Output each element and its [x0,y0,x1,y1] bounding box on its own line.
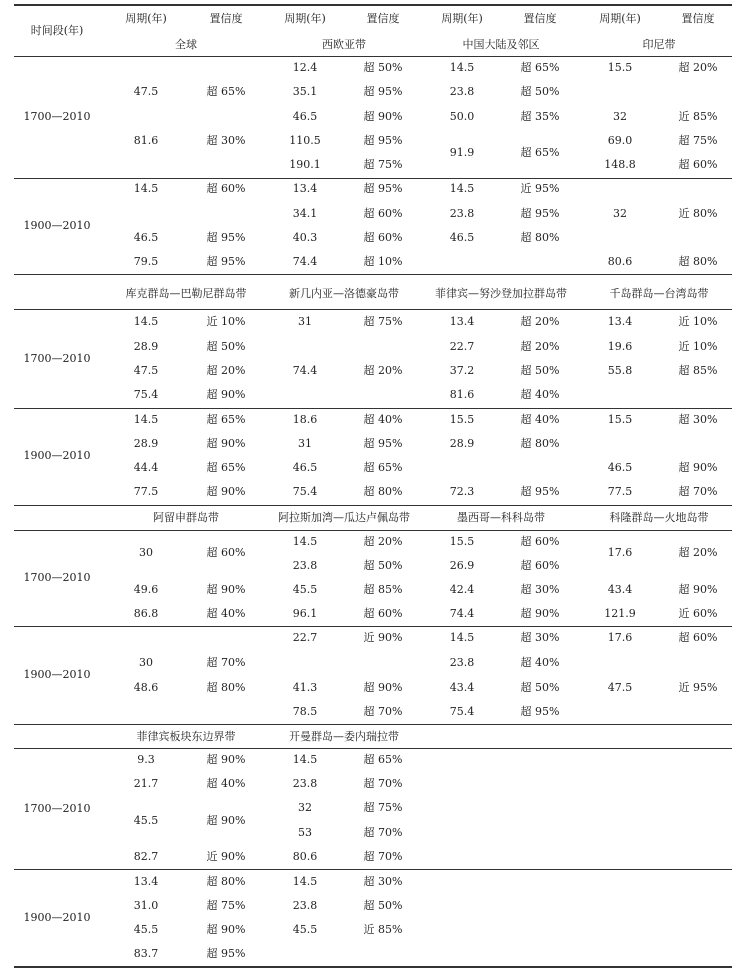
block-rule [14,626,732,627]
confidence-value: 超 70% [206,656,246,669]
confidence-value: 超 30% [206,134,246,147]
cycle-value: 30 [139,656,153,669]
cycle-value: 75.4 [449,705,475,718]
confidence-value: 超 50% [363,61,403,74]
period-label: 1700—2010 [23,109,91,123]
confidence-value: 超 80% [363,485,403,498]
cycle-value: 14.5 [449,182,475,195]
header-rule [14,56,732,57]
confidence-value: 近 80% [678,207,718,220]
confidence-value: 超 90% [206,583,246,596]
cycle-value: 18.6 [292,413,318,426]
cycle-value: 46.5 [292,461,318,474]
confidence-value: 超 65% [363,461,403,474]
confidence-value: 超 40% [520,388,560,401]
confidence-value: 超 50% [206,340,246,353]
period-label: 1900—2010 [23,449,91,462]
period-label: 1900—2010 [23,218,91,232]
confidence-value: 超 40% [520,413,560,426]
confidence-value: 超 90% [678,583,718,596]
cycle-value: 55.8 [607,364,633,377]
cycle-value: 47.5 [133,364,159,377]
cycle-column-header: 周期(年) [441,12,483,25]
cycle-value: 23.8 [449,85,475,98]
cycle-value: 14.5 [133,182,159,195]
header-rule [14,309,732,310]
confidence-value: 超 40% [206,607,246,620]
zone-group-header: 全球 [175,38,197,51]
confidence-value: 超 90% [520,607,560,620]
confidence-value: 近 85% [363,923,403,936]
cycle-column-header: 周期(年) [284,12,326,25]
cycle-value: 50.0 [449,110,475,123]
header-rule [14,748,732,749]
confidence-value: 超 75% [363,158,403,171]
cycle-value: 13.4 [449,315,475,328]
zone-group-header: 千岛群岛—台湾岛带 [609,287,709,300]
zone-group-header: 印尼带 [642,38,676,51]
confidence-value: 超 90% [206,753,246,766]
cycle-value: 81.6 [133,134,159,147]
zone-group-header: 库克群岛—巴勒尼群岛带 [125,287,247,300]
confidence-value: 超 30% [520,583,560,596]
confidence-value: 超 95% [206,231,246,244]
confidence-value: 超 30% [520,631,560,644]
cycle-value: 14.5 [449,631,475,644]
cycle-value: 86.8 [133,607,159,620]
cycle-value: 31 [298,315,312,328]
confidence-value: 超 80% [206,681,246,694]
confidence-value: 超 90% [206,485,246,498]
cycle-value: 23.8 [292,899,318,912]
confidence-value: 超 20% [520,340,560,353]
confidence-value: 超 50% [520,85,560,98]
zone-group-header: 新几内亚—洛德豪岛带 [289,287,399,300]
cycle-value: 81.6 [449,388,475,401]
confidence-value: 超 65% [206,461,246,474]
zone-group-header: 墨西哥—科科岛带 [457,511,545,524]
cycle-value: 15.5 [607,413,633,426]
cycle-value: 32 [298,801,312,814]
confidence-value: 近 60% [678,607,718,620]
cycle-value: 80.6 [607,255,633,268]
cycle-value: 75.4 [133,388,159,401]
confidence-value: 近 10% [206,315,246,328]
cycle-value: 46.5 [292,110,318,123]
cycle-value: 44.4 [133,461,159,474]
confidence-value: 超 95% [206,255,246,268]
confidence-value: 超 80% [678,255,718,268]
confidence-value: 近 95% [678,681,718,694]
confidence-value: 超 20% [363,535,403,548]
confidence-value: 超 95% [520,705,560,718]
period-label: 1900—2010 [23,911,91,924]
confidence-value: 超 90% [363,681,403,694]
cycle-value: 23.8 [292,559,318,572]
cycle-value: 26.9 [449,559,475,572]
confidence-value: 近 90% [206,850,246,863]
cycle-value: 190.1 [289,158,321,171]
cycle-value: 43.4 [607,583,633,596]
confidence-value: 超 60% [363,207,403,220]
cycle-column-header: 周期(年) [599,12,641,25]
cycle-value: 47.5 [607,681,633,694]
cycle-value: 23.8 [292,777,318,790]
confidence-value: 超 20% [363,364,403,377]
confidence-value: 近 10% [678,340,718,353]
cycle-value: 31.0 [133,899,159,912]
confidence-value: 超 85% [363,583,403,596]
confidence-value: 超 35% [520,110,560,123]
confidence-value: 超 65% [520,61,560,74]
confidence-value: 超 40% [363,413,403,426]
confidence-value: 超 75% [363,315,403,328]
period-column-header: 时间段(年) [30,24,84,37]
zone-group-header: 菲律宾板块东边界带 [136,730,236,743]
confidence-value: 超 80% [520,437,560,450]
confidence-value: 超 40% [206,777,246,790]
cycle-value: 41.3 [292,681,318,694]
confidence-value: 超 70% [363,850,403,863]
confidence-value: 超 95% [363,134,403,147]
confidence-value: 超 70% [363,777,403,790]
table-bottom-rule [14,966,732,968]
cycle-value: 74.4 [292,255,318,268]
header-rule [14,530,732,531]
cycle-value: 45.5 [133,923,159,936]
cycle-value: 23.8 [449,207,475,220]
cycle-value: 14.5 [133,315,159,328]
cycle-value: 15.5 [449,535,475,548]
zone-group-header: 菲律宾—努沙登加拉群岛带 [435,287,567,300]
confidence-value: 超 90% [206,388,246,401]
cycle-value: 74.4 [449,607,475,620]
cycle-value: 17.6 [607,631,633,644]
confidence-value: 超 20% [678,546,718,559]
block-rule [14,505,732,506]
confidence-value: 超 50% [520,681,560,694]
confidence-value: 超 65% [363,753,403,766]
confidence-value: 超 60% [206,546,246,559]
cycle-value: 17.6 [607,546,633,559]
cycle-value: 121.9 [604,607,636,620]
cycle-value: 77.5 [607,485,633,498]
confidence-value: 超 50% [520,364,560,377]
confidence-value: 超 70% [678,485,718,498]
confidence-value: 超 90% [206,923,246,936]
cycle-value: 148.8 [604,158,636,171]
cycle-value: 28.9 [133,340,159,353]
cycle-value: 32 [613,110,627,123]
period-label: 1700—2010 [23,351,91,365]
confidence-value: 超 30% [363,875,403,888]
cycle-value: 78.5 [292,705,318,718]
confidence-value: 超 90% [206,437,246,450]
confidence-value: 超 95% [206,947,246,960]
confidence-value: 超 60% [678,158,718,171]
confidence-value: 超 65% [520,146,560,159]
period-label: 1700—2010 [23,801,91,815]
confidence-column-header: 置信度 [366,12,400,25]
cycle-column-header: 周期(年) [125,12,167,25]
cycle-value: 35.1 [292,85,318,98]
confidence-value: 超 90% [678,461,718,474]
confidence-value: 超 95% [363,182,403,195]
confidence-value: 超 10% [363,255,403,268]
cycle-value: 77.5 [133,485,159,498]
confidence-value: 超 60% [206,182,246,195]
cycle-value: 32 [613,207,627,220]
cycle-value: 53 [298,826,312,839]
cycle-value: 69.0 [607,134,633,147]
table-top-rule [14,4,732,6]
confidence-value: 超 20% [206,364,246,377]
cycle-value: 30 [139,546,153,559]
cycle-value: 46.5 [607,461,633,474]
cycle-value: 45.5 [292,923,318,936]
block-rule [14,869,732,870]
cycle-value: 15.5 [449,413,475,426]
cycle-value: 74.4 [292,364,318,377]
period-label: 1900—2010 [23,668,91,681]
cycle-value: 49.6 [133,583,159,596]
confidence-value: 超 75% [363,801,403,814]
cycle-value: 13.4 [292,182,318,195]
cycle-value: 79.5 [133,255,159,268]
cycle-value: 23.8 [449,656,475,669]
cycle-value: 12.4 [292,61,318,74]
cycle-value: 80.6 [292,850,318,863]
confidence-value: 超 95% [363,85,403,98]
cycle-value: 72.3 [449,485,475,498]
cycle-value: 34.1 [292,207,318,220]
confidence-column-header: 置信度 [681,12,715,25]
cycle-value: 46.5 [449,231,475,244]
cycle-value: 22.7 [292,631,318,644]
confidence-value: 超 60% [678,631,718,644]
confidence-value: 超 95% [520,207,560,220]
cycle-value: 40.3 [292,231,318,244]
cycle-value: 47.5 [133,85,159,98]
cycle-value: 19.6 [607,340,633,353]
cycle-value: 15.5 [607,61,633,74]
confidence-value: 超 70% [363,826,403,839]
cycle-value: 45.5 [292,583,318,596]
cycle-value: 42.4 [449,583,475,596]
block-rule [14,178,732,179]
block-rule [14,274,732,275]
confidence-value: 超 50% [363,899,403,912]
confidence-value: 超 90% [206,814,246,827]
confidence-value: 超 65% [206,85,246,98]
block-rule [14,724,732,725]
cycle-value: 9.3 [137,753,155,766]
confidence-value: 超 95% [520,485,560,498]
cycle-value: 14.5 [292,875,318,888]
confidence-value: 超 20% [520,315,560,328]
cycle-value: 37.2 [449,364,475,377]
cycle-value: 83.7 [133,947,159,960]
cycle-value: 28.9 [449,437,475,450]
cycle-value: 14.5 [292,535,318,548]
confidence-value: 近 90% [363,631,403,644]
zone-group-header: 开曼群岛—委内瑞拉带 [289,730,399,743]
zone-group-header: 科隆群岛—火地岛带 [609,511,709,524]
confidence-value: 超 80% [520,231,560,244]
cycle-value: 110.5 [289,134,321,147]
cycle-value: 43.4 [449,681,475,694]
cycle-value: 46.5 [133,231,159,244]
cycle-value: 14.5 [449,61,475,74]
confidence-value: 超 50% [363,559,403,572]
confidence-value: 超 60% [520,559,560,572]
confidence-value: 超 60% [363,231,403,244]
cycle-value: 14.5 [292,753,318,766]
cycle-value: 21.7 [133,777,159,790]
confidence-value: 超 60% [363,607,403,620]
cycle-value: 14.5 [133,413,159,426]
period-label: 1700—2010 [23,571,91,584]
confidence-value: 超 95% [363,437,403,450]
confidence-value: 超 20% [678,61,718,74]
cycle-value: 82.7 [133,850,159,863]
zone-group-header: 阿留申群岛带 [153,511,219,524]
confidence-column-header: 置信度 [523,12,557,25]
cycle-value: 45.5 [133,814,159,827]
confidence-value: 近 85% [678,110,718,123]
confidence-value: 近 10% [678,315,718,328]
cycle-value: 91.9 [449,146,475,159]
confidence-value: 超 75% [678,134,718,147]
confidence-value: 超 90% [363,110,403,123]
confidence-value: 超 75% [206,899,246,912]
confidence-value: 超 60% [520,535,560,548]
confidence-value: 超 40% [520,656,560,669]
zone-group-header: 中国大陆及邻区 [462,38,540,51]
cycle-value: 31 [298,437,312,450]
confidence-value: 超 80% [206,875,246,888]
cycle-value: 75.4 [292,485,318,498]
cycle-value: 22.7 [449,340,475,353]
cycle-value: 48.6 [133,681,159,694]
cycle-value: 28.9 [133,437,159,450]
zone-group-header: 西欧亚带 [322,38,366,51]
confidence-value: 近 95% [520,182,560,195]
zone-group-header: 阿拉斯加湾—瓜达卢佩岛带 [278,511,410,524]
confidence-value: 超 30% [678,413,718,426]
cycle-value: 96.1 [292,607,318,620]
confidence-value: 超 85% [678,364,718,377]
cycle-value: 13.4 [607,315,633,328]
confidence-column-header: 置信度 [209,12,243,25]
confidence-value: 超 70% [363,705,403,718]
block-rule [14,408,732,409]
confidence-value: 超 65% [206,413,246,426]
cycle-value: 13.4 [133,875,159,888]
